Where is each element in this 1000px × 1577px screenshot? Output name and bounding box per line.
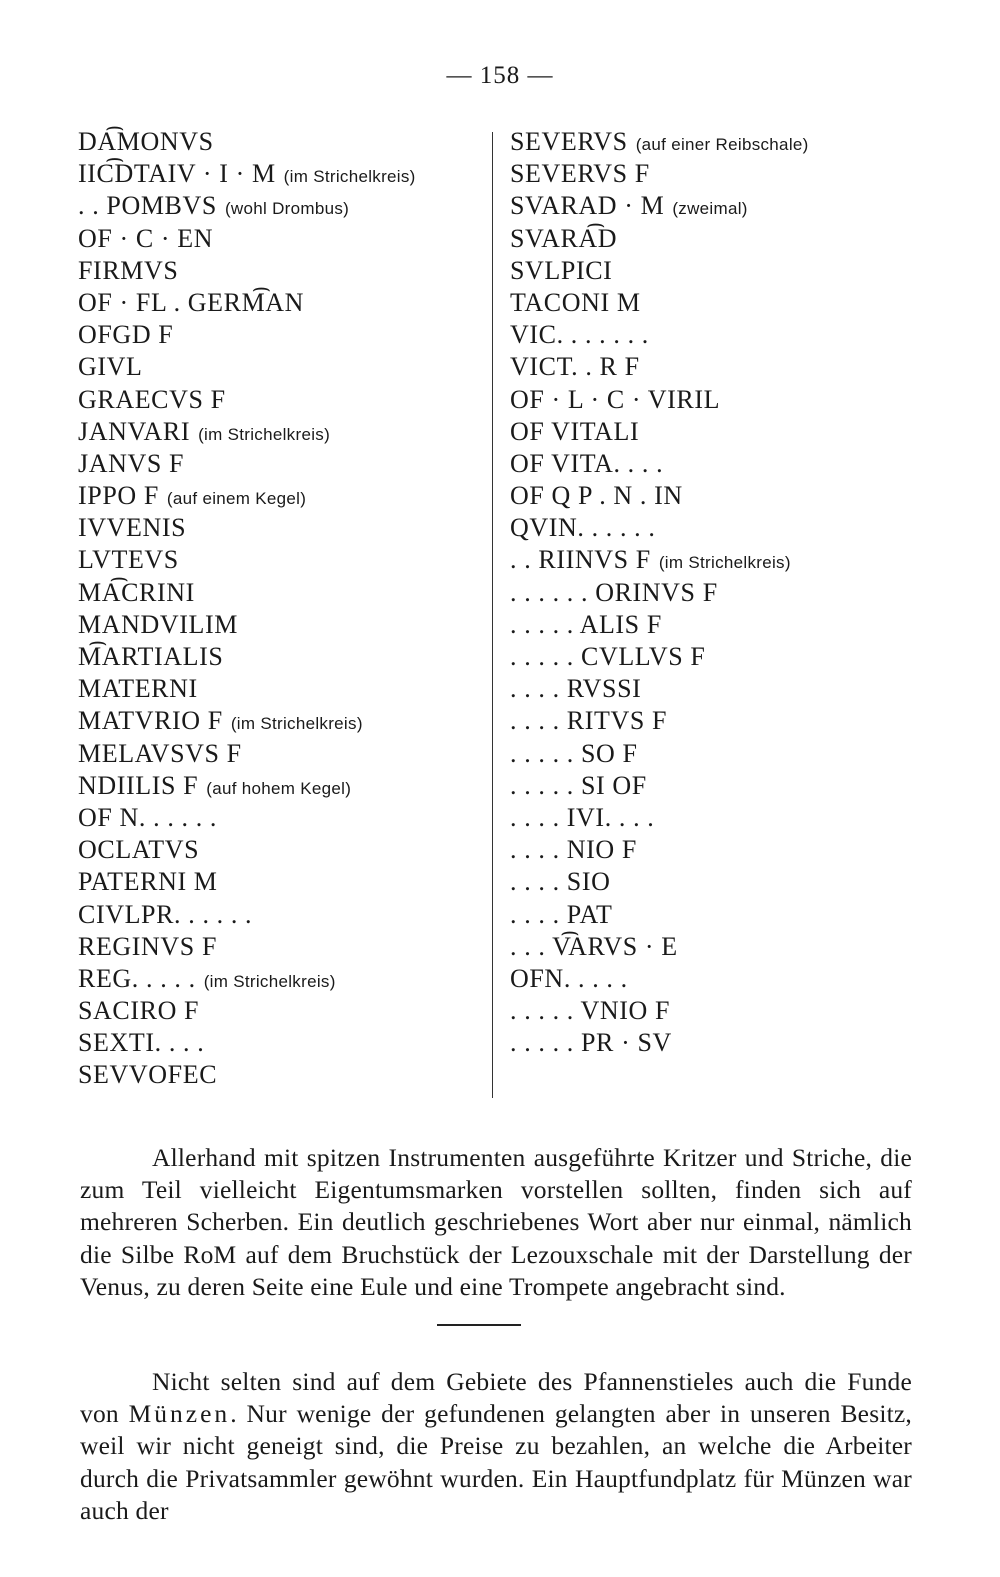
stamp-entry bbox=[510, 448, 918, 480]
stamp-text: . . . . . SI OF bbox=[510, 770, 647, 800]
stamp-text: JANVARI bbox=[78, 416, 191, 446]
stamp-entry bbox=[510, 416, 918, 448]
stamp-note: (auf einer Reibschale) bbox=[635, 135, 809, 154]
stamp-text: SVARA͡D bbox=[510, 223, 618, 253]
stamp-text: . . . . IVI. . . . bbox=[510, 802, 655, 832]
stamp-entry bbox=[78, 158, 490, 190]
stamp-text: REGINVS F bbox=[78, 931, 218, 961]
stamp-entry bbox=[78, 1027, 490, 1059]
stamp-text: FIRMVS bbox=[78, 255, 179, 285]
stamp-note: (im Strichelkreis) bbox=[230, 714, 363, 734]
stamp-text: SVLPICI bbox=[510, 255, 613, 285]
stamp-entry bbox=[78, 834, 490, 866]
stamp-text: OFN. . . . . bbox=[510, 963, 628, 993]
stamp-text: SEVERVS F bbox=[510, 159, 650, 189]
stamp-text: . . . . RVSSI bbox=[510, 674, 642, 704]
stamp-text: . . . . . PR · SV bbox=[510, 1028, 672, 1058]
stamp-entry bbox=[510, 319, 918, 351]
stamp-text: MA͡CRINI bbox=[78, 577, 195, 607]
stamp-entry bbox=[78, 480, 490, 512]
stamp-text: VIC. . . . . . . bbox=[510, 320, 649, 350]
stamp-text: REG. . . . . bbox=[78, 963, 196, 993]
stamp-entry bbox=[78, 1059, 490, 1091]
stamp-text: SVARAD · M bbox=[510, 191, 665, 221]
stamp-text: IPPO F bbox=[78, 481, 159, 511]
paragraph-coins-start: Nicht selten sind auf dem Gebiete des Pfannenstieles auch die Funde von bbox=[80, 1366, 912, 1428]
stamp-text: OF VITA. . . . bbox=[510, 448, 664, 478]
stamp-text: VICT. . R F bbox=[510, 352, 640, 382]
stamp-entry bbox=[510, 351, 918, 383]
paragraph-coins bbox=[80, 1366, 912, 1528]
stamp-text: OF · C · EN bbox=[78, 223, 214, 253]
stamp-text: . . . . RITVS F bbox=[510, 706, 668, 736]
stamp-entry bbox=[510, 963, 918, 995]
stamp-entry bbox=[78, 609, 490, 641]
stamp-text: OCLATVS bbox=[78, 835, 200, 865]
section-separator bbox=[437, 1324, 521, 1326]
stamp-text: CIVLPR. . . . . . bbox=[78, 899, 253, 929]
stamp-note: (im Strichelkreis) bbox=[658, 553, 791, 573]
stamp-note: (wohl Drombus) bbox=[224, 199, 350, 219]
stamp-entry bbox=[510, 512, 918, 544]
stamp-text: . . . . . SO F bbox=[510, 738, 638, 768]
stamp-text: OF VITALI bbox=[510, 416, 640, 446]
stamp-entry bbox=[78, 255, 490, 287]
stamp-entry bbox=[510, 1027, 918, 1059]
stamp-text: GRAECVS F bbox=[78, 384, 226, 414]
stamp-entry bbox=[78, 544, 490, 576]
stamp-entry bbox=[510, 899, 918, 931]
stamp-text: SEVERVS bbox=[510, 127, 628, 156]
stamp-entry bbox=[78, 705, 490, 737]
stamp-text: GIVL bbox=[78, 352, 143, 382]
stamp-text: IVVENIS bbox=[78, 513, 187, 543]
stamp-entry bbox=[510, 834, 918, 866]
stamp-entry bbox=[510, 673, 918, 705]
stamp-entry bbox=[510, 287, 918, 319]
stamp-entry bbox=[78, 416, 490, 448]
stamp-text: MANDVILIM bbox=[78, 609, 238, 639]
stamp-list-columns bbox=[78, 126, 918, 1101]
stamp-entry bbox=[78, 899, 490, 931]
stamp-entry bbox=[510, 995, 918, 1027]
paragraph-coins-emphasis: Münzen bbox=[128, 1398, 231, 1428]
stamp-text: MELAVSVS F bbox=[78, 738, 242, 768]
stamp-entry bbox=[78, 577, 490, 609]
stamp-entry bbox=[78, 223, 490, 255]
stamp-text: LVTEVS bbox=[78, 545, 179, 575]
paragraph-scratches: Allerhand mit spitzen Instrumenten ausgeführte Kritzer und Striche, die zum Teil vielleicht Eigentumsmarken vorstellen sollten, finden sich auf mehreren Scherben. Ein deutlich geschriebenes Wort aber nur einmal, nämlich die Silbe RoM auf dem Bruchstück der Lezouxschale mit der Darstellung der Venus, zu deren Seite eine Eule und eine Trompete angebracht sind. bbox=[80, 1142, 912, 1302]
stamp-entry bbox=[78, 738, 490, 770]
stamp-entry bbox=[78, 126, 490, 158]
stamp-text: . . RIINVS F bbox=[510, 545, 651, 575]
stamp-text: JANVS F bbox=[78, 448, 185, 478]
stamp-text: . . . . PAT bbox=[510, 899, 613, 929]
stamp-text: OF · FL . GERM͡AN bbox=[78, 287, 305, 317]
stamp-entry bbox=[510, 190, 918, 222]
stamp-entry bbox=[78, 770, 490, 802]
stamp-text: SEVVOFEC bbox=[78, 1060, 218, 1090]
stamp-entry bbox=[78, 802, 490, 834]
right-stamp-column bbox=[510, 126, 918, 1059]
stamp-text: . . . . . ALIS F bbox=[510, 609, 662, 639]
stamp-entry bbox=[78, 963, 490, 995]
stamp-entry bbox=[510, 255, 918, 287]
stamp-entry bbox=[78, 319, 490, 351]
stamp-entry bbox=[510, 609, 918, 641]
stamp-text: M͡ARTIALIS bbox=[78, 642, 224, 671]
stamp-entry bbox=[78, 448, 490, 480]
stamp-text: IIC͡DTAIV · I · M bbox=[78, 159, 276, 189]
stamp-entry bbox=[78, 512, 490, 544]
stamp-entry bbox=[510, 705, 918, 737]
stamp-entry bbox=[510, 641, 918, 673]
stamp-text: . . . . NIO F bbox=[510, 835, 637, 865]
stamp-text: SACIRO F bbox=[78, 996, 200, 1026]
stamp-text: OF Q P . N . IN bbox=[510, 481, 683, 511]
stamp-entry bbox=[510, 126, 918, 158]
stamp-entry bbox=[78, 673, 490, 705]
stamp-text: TACONI M bbox=[510, 287, 641, 317]
stamp-note: (im Strichelkreis) bbox=[203, 971, 336, 991]
stamp-note: (auf einem Kegel) bbox=[166, 489, 307, 509]
stamp-entry bbox=[78, 351, 490, 383]
stamp-text: . . . . . CVLLVS F bbox=[510, 642, 706, 671]
stamp-text: NDIILIS F bbox=[78, 770, 199, 800]
stamp-entry bbox=[510, 577, 918, 609]
stamp-text: DA͡MONVS bbox=[78, 127, 214, 156]
stamp-note: (im Strichelkreis) bbox=[283, 167, 416, 187]
stamp-entry bbox=[78, 866, 490, 898]
stamp-entry bbox=[78, 287, 490, 319]
stamp-entry bbox=[510, 770, 918, 802]
stamp-entry bbox=[510, 480, 918, 512]
stamp-entry bbox=[510, 866, 918, 898]
stamp-text: OF N. . . . . . bbox=[78, 802, 218, 832]
stamp-text: MATVRIO F bbox=[78, 706, 223, 736]
stamp-text: SEXTI. . . . bbox=[78, 1028, 205, 1058]
stamp-entry bbox=[510, 802, 918, 834]
stamp-text: . . . . . . ORINVS F bbox=[510, 577, 718, 607]
stamp-note: (auf hohem Kegel) bbox=[206, 778, 352, 798]
stamp-entry bbox=[78, 190, 490, 222]
paragraph-coins-rest: . Nur wenige der gefundenen gelangten aber in unseren Besitz, weil wir nicht geneigt sind, die Preise zu bezahlen, an welche die Arbeiter durch die Privatsammler gewöhnt wurden. Ein Hauptfundplatz für Münzen war auch der bbox=[80, 1398, 912, 1526]
stamp-text: OF · L · C · VIRIL bbox=[510, 384, 721, 414]
stamp-entry bbox=[510, 931, 918, 963]
stamp-text: OFGD F bbox=[78, 320, 174, 350]
stamp-entry bbox=[78, 641, 490, 673]
stamp-text: . . POMBVS bbox=[78, 191, 217, 221]
stamp-text: . . . . . VNIO F bbox=[510, 996, 671, 1026]
stamp-note: (im Strichelkreis) bbox=[198, 424, 331, 444]
stamp-entry bbox=[510, 223, 918, 255]
stamp-note: (zweimal) bbox=[672, 199, 748, 219]
stamp-entry bbox=[78, 384, 490, 416]
stamp-entry bbox=[78, 995, 490, 1027]
left-stamp-column bbox=[78, 126, 490, 1092]
stamp-text: MATERNI bbox=[78, 674, 198, 704]
stamp-text: . . . . SIO bbox=[510, 867, 611, 897]
stamp-entry bbox=[510, 384, 918, 416]
stamp-text: PATERNI M bbox=[78, 867, 218, 897]
page-number: — 158 — bbox=[446, 62, 554, 89]
stamp-entry bbox=[78, 931, 490, 963]
stamp-entry bbox=[510, 738, 918, 770]
stamp-entry bbox=[510, 544, 918, 576]
stamp-text: QVIN. . . . . . bbox=[510, 513, 656, 543]
column-divider bbox=[492, 132, 493, 1098]
stamp-text: . . . V͡ARVS · E bbox=[510, 931, 678, 961]
stamp-entry bbox=[510, 158, 918, 190]
